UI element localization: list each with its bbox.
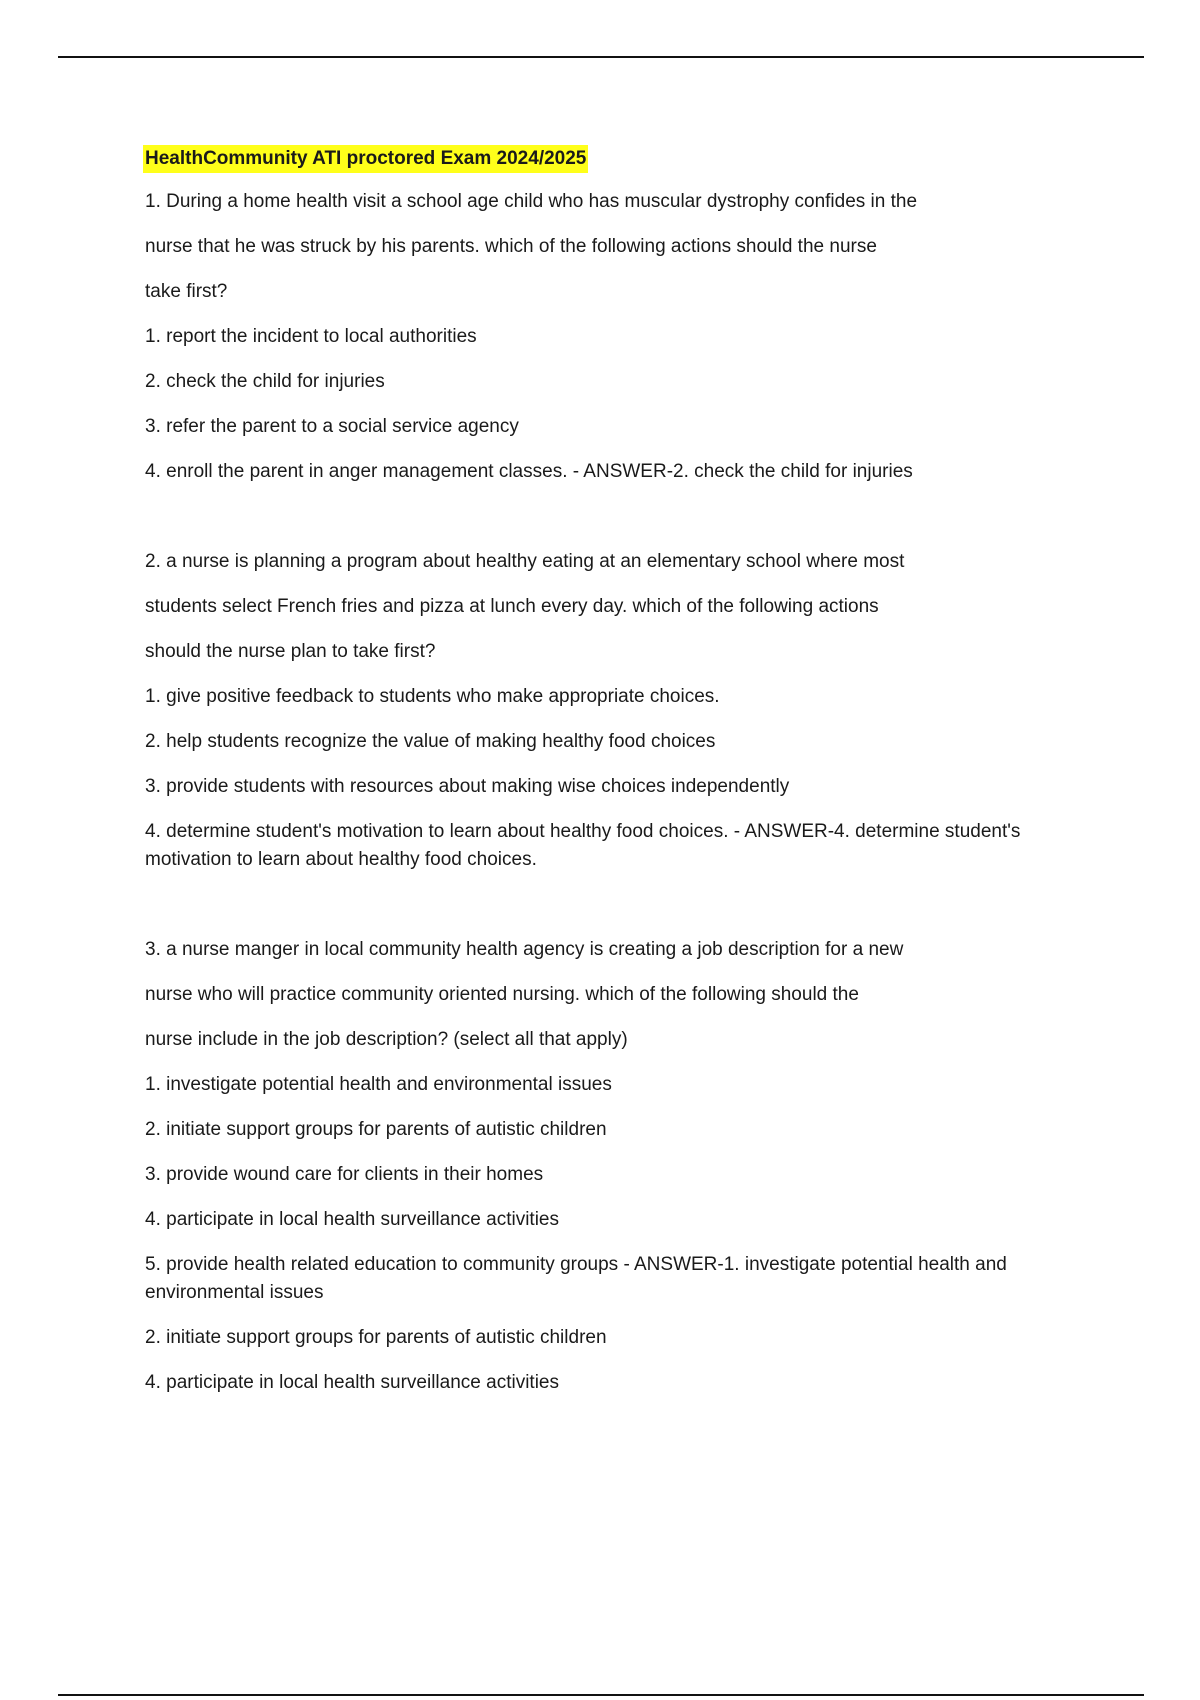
answer-option: 2. initiate support groups for parents of autistic children xyxy=(145,1119,607,1140)
question-stem-line: 2. a nurse is planning a program about healthy eating at an elementary school where most xyxy=(145,551,905,572)
question-stem-line: should the nurse plan to take first? xyxy=(145,641,436,662)
spacer xyxy=(145,503,1085,548)
question-stem-line: nurse include in the job description? (select all that apply) xyxy=(145,1029,628,1050)
question-stem-line: take first? xyxy=(145,281,228,302)
answer-option: 5. provide health related education to community groups - ANSWER-1. investigate potential health and environmental issues xyxy=(145,1254,1007,1303)
question-stem-line: nurse who will practice community oriented nursing. which of the following should the xyxy=(145,984,859,1005)
header-rule xyxy=(58,56,1144,58)
footer-rule xyxy=(58,1694,1144,1696)
answer-option: 1. give positive feedback to students who make appropriate choices. xyxy=(145,686,720,707)
question-stem-line: nurse that he was struck by his parents. which of the following actions should the nurse xyxy=(145,236,877,257)
question-stem-line: 1. During a home health visit a school age child who has muscular dystrophy confides in the xyxy=(145,191,918,212)
answer-option: 3. provide wound care for clients in their homes xyxy=(145,1164,544,1185)
answer-option: 2. initiate support groups for parents of autistic children xyxy=(145,1327,607,1348)
answer-option: 1. report the incident to local authorities xyxy=(145,326,477,347)
answer-option: 4. participate in local health surveillance activities xyxy=(145,1209,559,1230)
question-1 xyxy=(145,188,1085,486)
answer-option: 4. enroll the parent in anger management classes. - ANSWER-2. check the child for injuries xyxy=(145,461,913,482)
answer-option: 1. investigate potential health and environmental issues xyxy=(145,1074,612,1095)
answer-option: 3. provide students with resources about making wise choices independently xyxy=(145,776,790,797)
document-body xyxy=(145,145,1085,1414)
question-stem-line: 3. a nurse manger in local community health agency is creating a job description for a new xyxy=(145,939,904,960)
answer-option: 4. participate in local health surveillance activities xyxy=(145,1372,559,1393)
document-title: HealthCommunity ATI proctored Exam 2024/2025 xyxy=(143,145,588,173)
question-3 xyxy=(145,936,1085,1397)
answer-option: 2. help students recognize the value of making healthy food choices xyxy=(145,731,716,752)
answer-option: 2. check the child for injuries xyxy=(145,371,385,392)
question-stem-line: students select French fries and pizza at lunch every day. which of the following actions xyxy=(145,596,879,617)
answer-option: 4. determine student's motivation to learn about healthy food choices. - ANSWER-4. determine student's motivation to learn about healthy food choices. xyxy=(145,821,1021,870)
answer-option: 3. refer the parent to a social service agency xyxy=(145,416,519,437)
question-2 xyxy=(145,548,1085,874)
spacer xyxy=(145,891,1085,936)
